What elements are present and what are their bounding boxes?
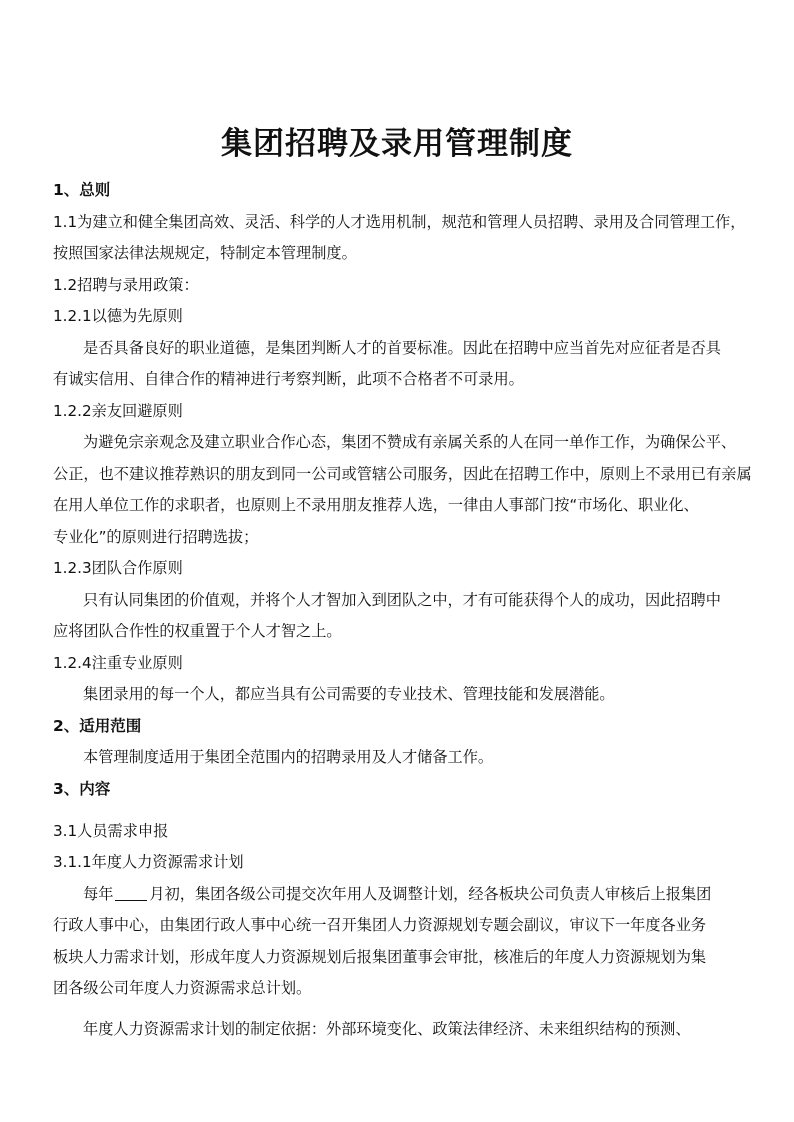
- paragraph-line: 行政人事中心，由集团行政人事中心统一召开集团人力资源规划专题会副议，审议下一年度各业务: [53, 916, 707, 934]
- paragraph-text: 月初，集团各级公司提交次年用人及调整计划，经各板块公司负责人审核后上报集团: [149, 885, 712, 903]
- paragraph-line: 按照国家法律法规规定，特制定本管理制度。: [53, 244, 357, 262]
- paragraph-line: 集团录用的每一个人，都应当具有公司需要的专业技术、管理技能和发展潜能。: [83, 685, 615, 703]
- subheading-line: 1.2.1以德为先原则: [53, 307, 183, 325]
- paragraph-line: 1.1为建立和健全集团高效、灵活、科学的人才选用机制，规范和管理人员招聘、录用及合同管理工作，: [53, 213, 746, 231]
- paragraph-line: 团各级公司年度人力资源需求总计划。: [53, 979, 312, 997]
- subheading-line: 1.2.4注重专业原则: [53, 654, 183, 672]
- paragraph-line: 年度人力资源需求计划的制定依据：外部环境变化、政策法律经济、未来组织结构的预测、: [83, 1020, 691, 1038]
- section-heading-scope: 2、适用范围: [53, 717, 142, 735]
- subheading-line: 1.2.2亲友回避原则: [53, 402, 183, 420]
- subheading-line: 1.2.3团队合作原则: [53, 559, 183, 577]
- paragraph-line: 专业化”的原则进行招聘选拔；: [53, 528, 259, 546]
- paragraph-line: 有诚实信用、自律合作的精神进行考察判断，此项不合格者不可录用。: [53, 370, 524, 388]
- document-title: 集团招聘及录用管理制度: [221, 126, 573, 162]
- paragraph-text: 每年: [83, 885, 114, 903]
- subheading-line: 1.2招聘与录用政策：: [53, 276, 199, 294]
- paragraph-line: 公正，也不建议推荐熟识的朋友到同一公司或管辖公司服务，因此在招聘工作中，原则上不录用已有亲属: [53, 465, 752, 483]
- section-heading-general: 1、总则: [53, 181, 111, 199]
- paragraph-line: 在用人单位工作的求职者，也原则上不录用朋友推荐人选，一律由人事部门按“市场化、职业化、: [53, 496, 699, 514]
- paragraph-line: 板块人力需求计划，形成年度人力资源规划后报集团董事会审批，核准后的年度人力资源规划为集: [53, 948, 707, 966]
- paragraph-line: 应将团队合作性的权重置于个人才智之上。: [53, 622, 342, 640]
- section-heading-content: 3、内容: [53, 780, 111, 798]
- subheading-line: 3.1.1年度人力资源需求计划: [53, 853, 244, 871]
- subheading-line: 3.1人员需求申报: [53, 822, 169, 840]
- fill-in-blank: [115, 886, 147, 901]
- paragraph-line: 只有认同集团的价值观，并将个人才智加入到团队之中，才有可能获得个人的成功，因此招聘中: [83, 591, 721, 609]
- paragraph-line: [83, 884, 748, 904]
- paragraph-line: 为避免宗亲观念及建立职业合作心态，集团不赞成有亲属关系的人在同一单作工作，为确保公平、: [83, 433, 737, 451]
- paragraph-line: 是否具备良好的职业道德，是集团判断人才的首要标准。因此在招聘中应当首先对应征者是否具: [83, 339, 721, 357]
- paragraph-line: 本管理制度适用于集团全范围内的招聘录用及人才储备工作。: [83, 748, 494, 766]
